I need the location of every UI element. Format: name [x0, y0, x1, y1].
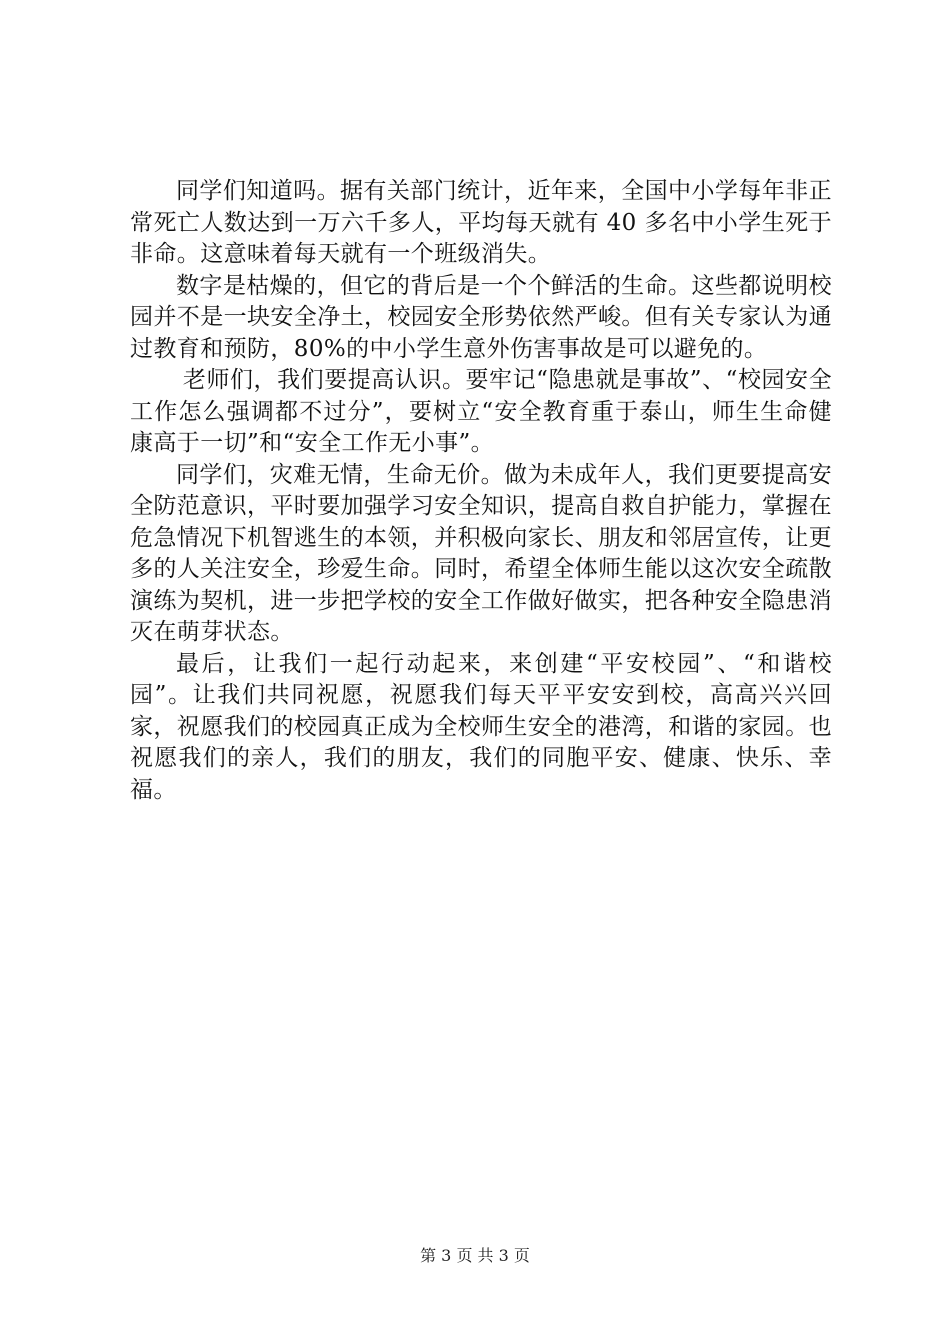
paragraph-teachers: 老师们，我们要提高认识。要牢记“隐患就是事故”、“校园安全工作怎么强调都不过分”，要树立“安全教育重于泰山，师生生命健康高于一切”和“安全工作无小事”。: [130, 367, 832, 456]
paragraph-statistics: 同学们知道吗。据有关部门统计，近年来，全国中小学每年非正常死亡人数达到一万六千多人，平均每天就有 40 多名中小学生死于非命。这意味着每天就有一个班级消失。: [130, 178, 832, 267]
paragraph-students: 同学们，灾难无情，生命无价。做为未成年人，我们更要提高安全防范意识，平时要加强学习安全知识，提高自救自护能力，掌握在危急情况下机智逃生的本领，并积极向家长、朋友和邻居宣传，让更多的人关注安全，珍爱生命。同时，希望全体师生能以这次安全疏散演练为契机，进一步把学校的安全工作做好做实，把各种安全隐患消灭在萌芽状态。: [130, 461, 832, 645]
page-number-footer: 第 3 页 共 3 页: [420, 1246, 530, 1265]
paragraph-closing: 最后，让我们一起行动起来，来创建“平安校园”、“和谐校园”。让我们共同祝愿，祝愿我们每天平平安安到校，高高兴兴回家，祝愿我们的校园真正成为全校师生安全的港湾，和谐的家园。也祝愿我们的亲人，我们的朋友，我们的同胞平安、健康、快乐、幸福。: [130, 650, 832, 803]
paragraph-numbers: 数字是枯燥的，但它的背后是一个个鲜活的生命。这些都说明校园并不是一块安全净土，校园安全形势依然严峻。但有关专家认为通过教育和预防，80%的中小学生意外伤害事故是可以避免的。: [130, 272, 832, 362]
document-body: [130, 176, 832, 806]
